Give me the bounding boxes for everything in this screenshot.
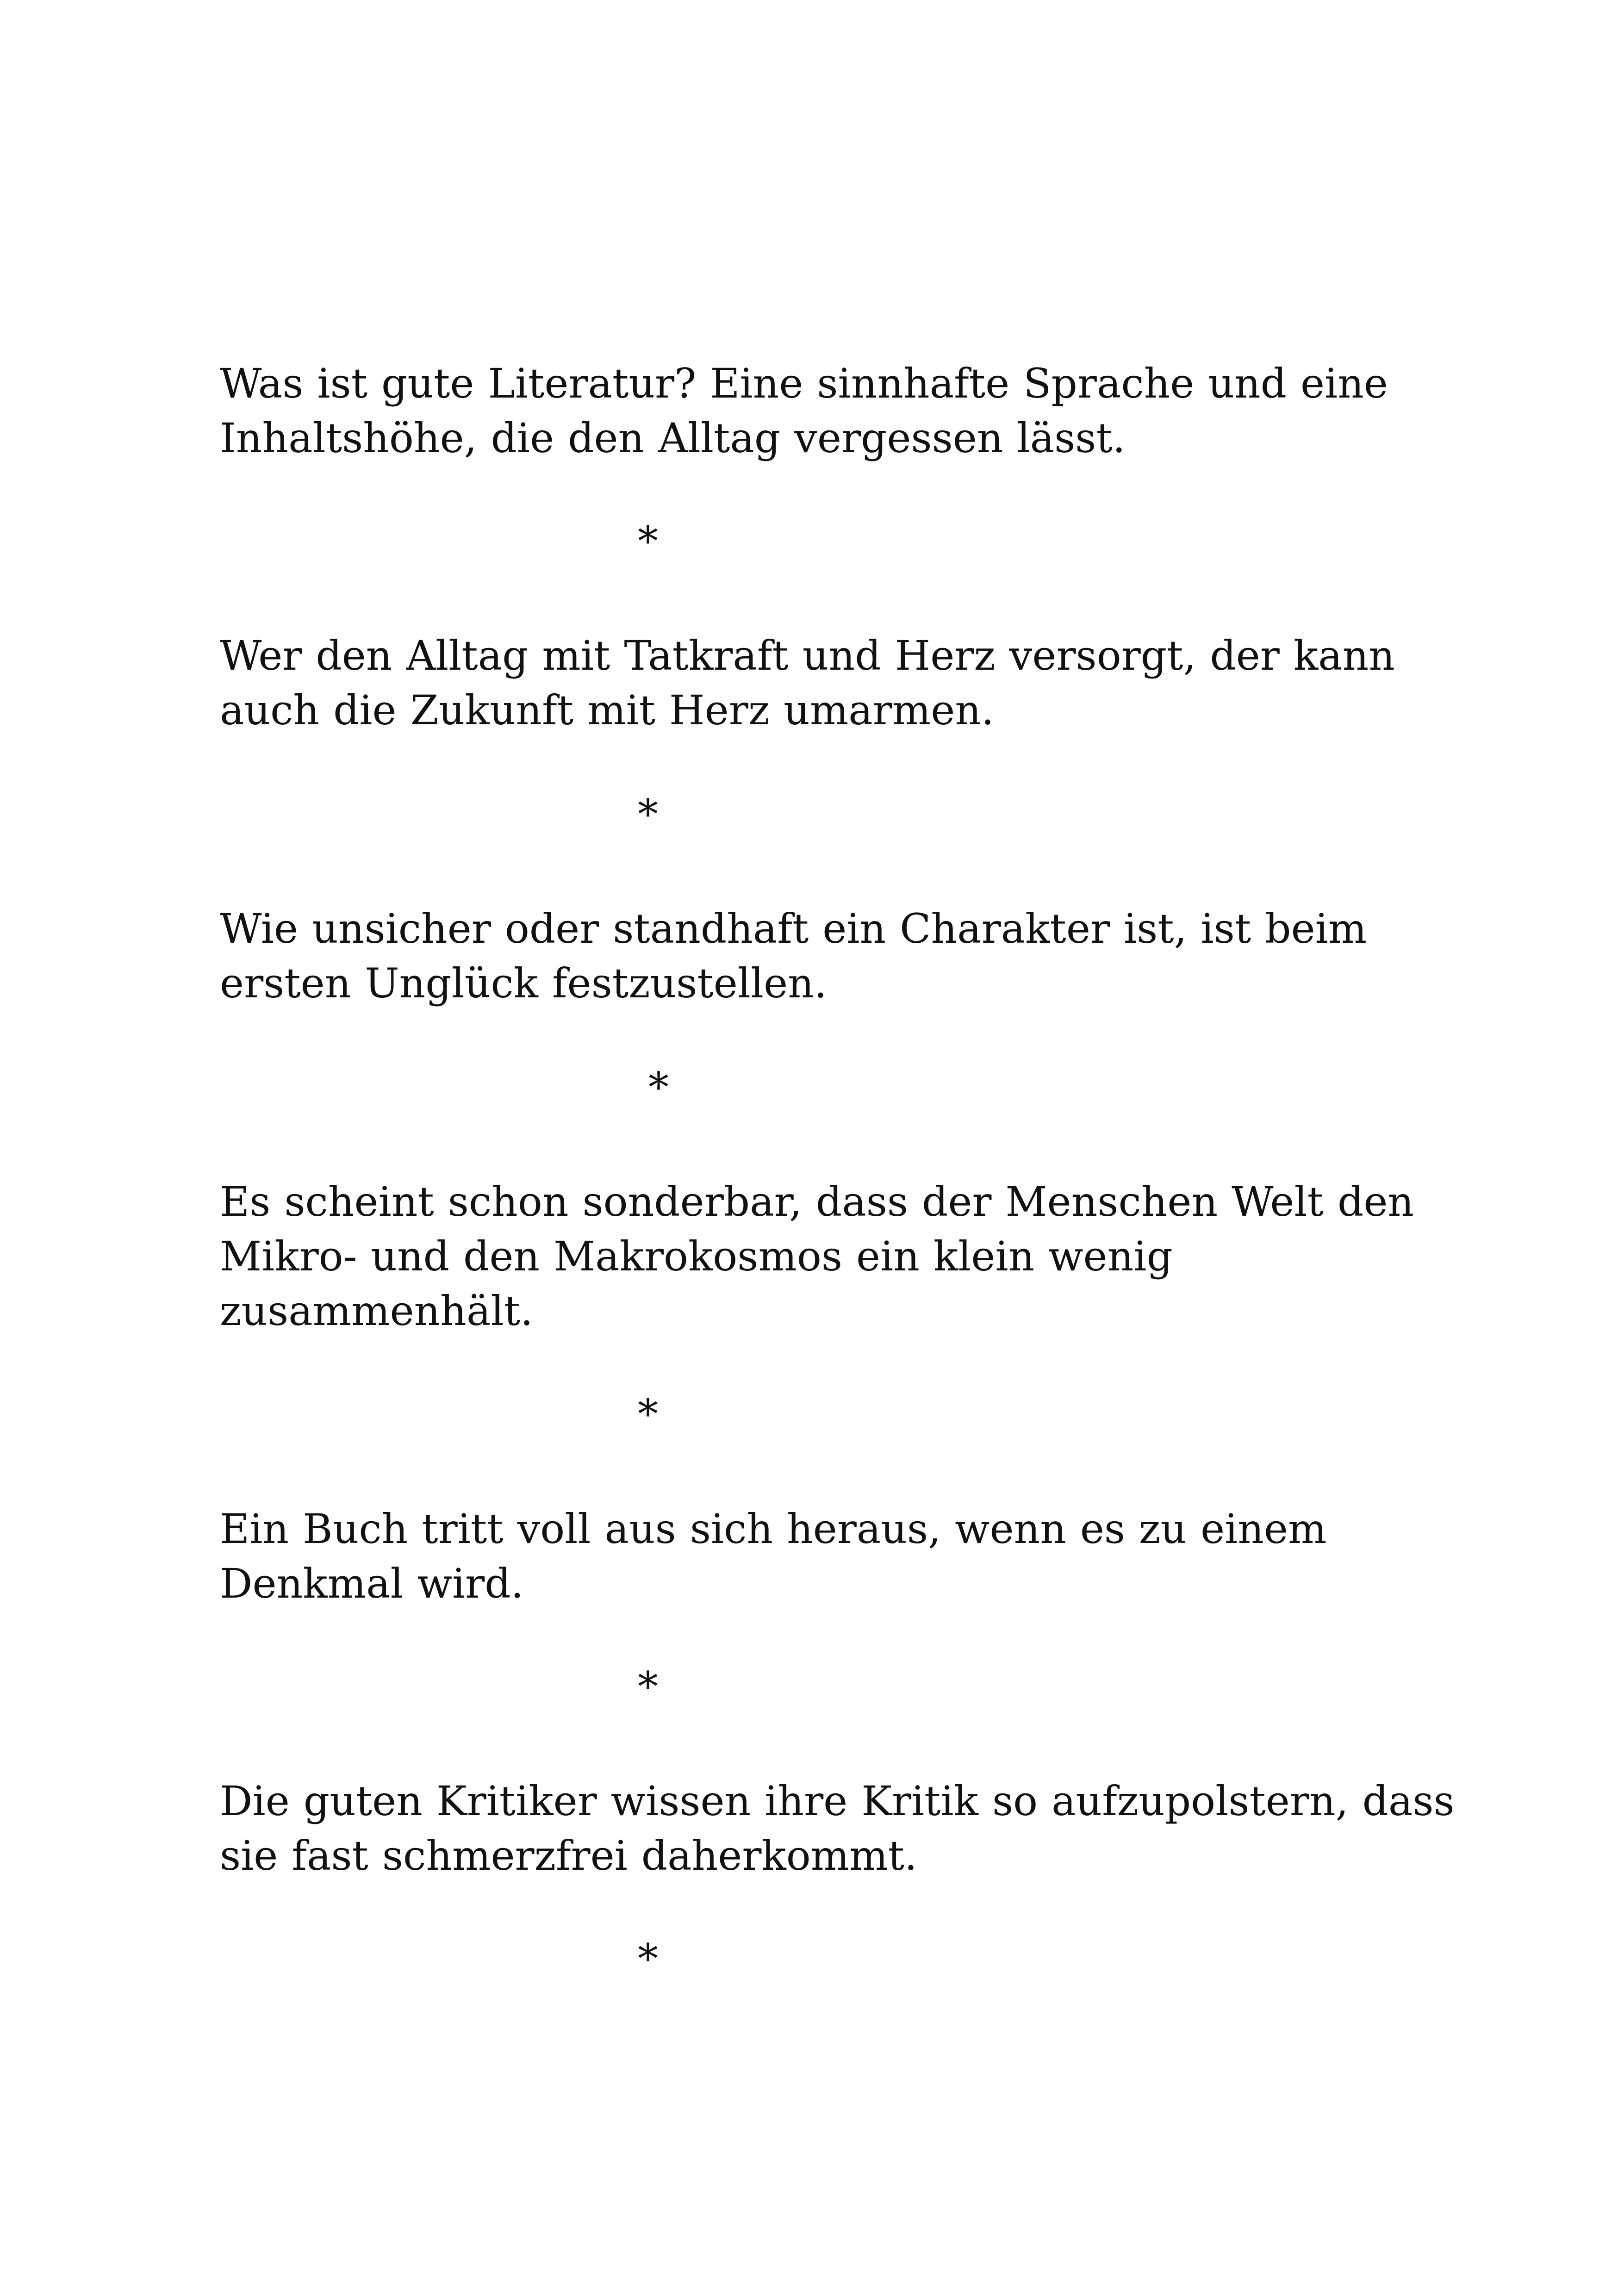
aphorism-line: Wer den Alltag mit Tatkraft und Herz versorgt, der kann: [220, 632, 1395, 679]
separator-asterisk: *: [638, 1390, 658, 1438]
aphorism-1: [220, 356, 1423, 466]
separator-asterisk: *: [648, 1064, 669, 1111]
separator-asterisk: *: [638, 1935, 658, 1983]
aphorism-2: [220, 628, 1423, 738]
aphorism-line: Es scheint schon sonderbar, dass der Menschen Welt den: [220, 1178, 1414, 1226]
separator-asterisk: *: [638, 517, 658, 565]
separator-asterisk: *: [638, 1663, 658, 1711]
aphorism-6: [220, 1774, 1455, 1883]
aphorism-line: ersten Unglück festzustellen.: [220, 959, 827, 1007]
aphorism-5: [220, 1502, 1423, 1611]
aphorism-line: Wie unsicher oder standhaft ein Charakter ist, ist beim: [220, 905, 1367, 952]
aphorism-3: [220, 902, 1423, 1011]
aphorism-line: auch die Zukunft mit Herz umarmen.: [220, 686, 994, 734]
aphorism-line: Was ist gute Literatur? Eine sinnhafte Sprache und eine: [220, 360, 1388, 407]
aphorism-line: Ein Buch tritt voll aus sich heraus, wenn es zu einem: [220, 1505, 1327, 1553]
aphorism-line: Inhaltshöhe, die den Alltag vergessen lässt.: [220, 414, 1126, 462]
aphorism-line: Denkmal wird.: [220, 1560, 524, 1607]
separator-asterisk: *: [638, 790, 658, 838]
aphorism-line: zusammenhält.: [220, 1287, 533, 1335]
aphorism-line: sie fast schmerzfrei daherkommt.: [220, 1832, 917, 1879]
aphorism-line: Mikro- und den Makrokosmos ein klein wenig: [220, 1232, 1173, 1280]
aphorism-line: Die guten Kritiker wissen ihre Kritik so aufzupolstern, dass: [220, 1777, 1455, 1825]
aphorism-4: [220, 1175, 1423, 1338]
